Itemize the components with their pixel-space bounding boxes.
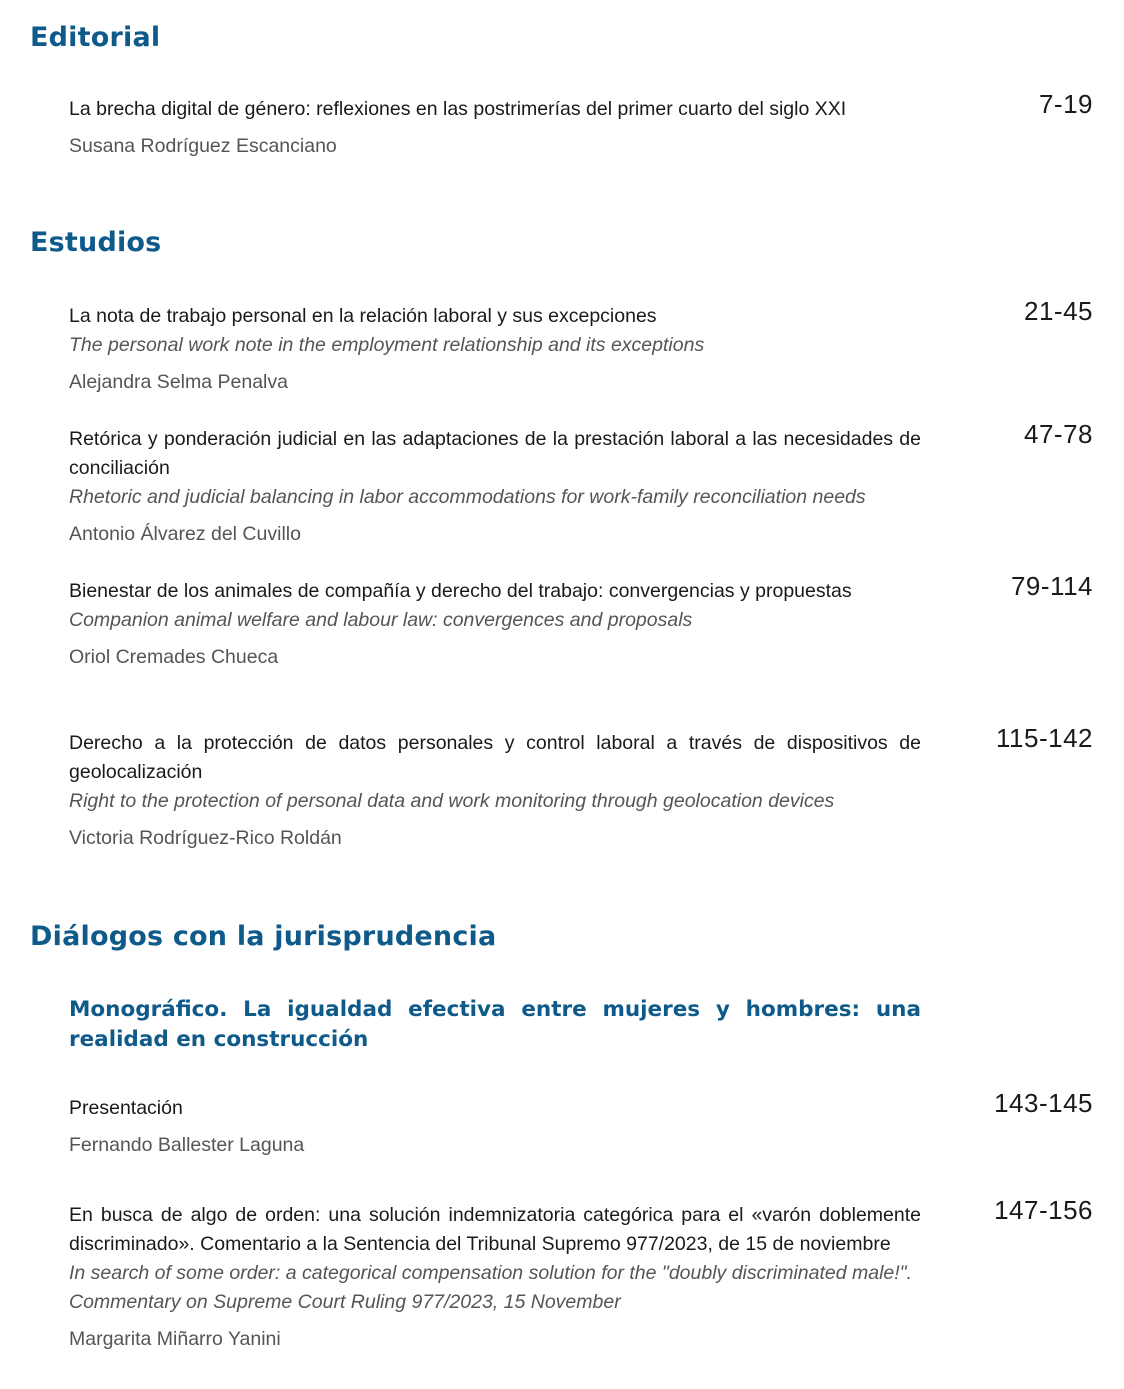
entry-pages: 21-45 xyxy=(1024,296,1093,326)
entry-author: Alejandra Selma Penalva xyxy=(69,371,288,393)
toc-entry[interactable] xyxy=(69,89,1093,161)
toc-entry[interactable] xyxy=(69,419,1093,549)
entry-pages: 79-114 xyxy=(1010,571,1093,601)
entry-author: Victoria Rodríguez-Rico Roldán xyxy=(69,827,342,849)
entry-author: Oriol Cremades Chueca xyxy=(69,646,279,668)
section-title-estudios: Estudios xyxy=(30,227,162,258)
entry-title: Presentación xyxy=(69,1097,183,1119)
toc-entry[interactable] xyxy=(69,296,1093,397)
section-title-editorial: Editorial xyxy=(30,22,161,53)
toc-entry[interactable] xyxy=(69,723,1093,853)
entry-subtitle: Rhetoric and judicial balancing in labor accommodations for work-family reconciliation needs xyxy=(69,486,866,508)
section-title-dialogos: Diálogos con la jurisprudencia xyxy=(30,921,497,952)
entry-title: La brecha digital de género: reflexiones en las postrimerías del primer cuarto del siglo XXI xyxy=(69,98,847,120)
entry-title: La nota de trabajo personal en la relación laboral y sus excepciones xyxy=(69,305,657,327)
monografico-heading: Monográfico. La igualdad efectiva entre mujeres y hombres: una realidad en construcción xyxy=(69,997,921,1052)
entry-title: Derecho a la protección de datos personales y control laboral a través de dispositivos de geolocalización xyxy=(69,732,921,783)
entry-pages: 115-142 xyxy=(996,723,1093,753)
toc-entry[interactable] xyxy=(69,571,1093,672)
entry-author: Susana Rodríguez Escanciano xyxy=(69,135,337,157)
entry-title: Retórica y ponderación judicial en las adaptaciones de la prestación laboral a las necesidades de conciliación xyxy=(69,428,921,479)
entry-title: Bienestar de los animales de compañía y derecho del trabajo: convergencias y propuestas xyxy=(69,580,852,602)
entry-author: Antonio Álvarez del Cuvillo xyxy=(69,523,301,545)
entry-subtitle: The personal work note in the employment relationship and its exceptions xyxy=(69,334,705,356)
entry-pages: 143-145 xyxy=(994,1088,1093,1118)
entry-author: Fernando Ballester Laguna xyxy=(69,1134,305,1156)
entry-title: En busca de algo de orden: una solución indemnizatoria categórica para el «varón doblemente discriminado». Comentario a la Sentencia del Tribunal Supremo 977/2023, de 15 de noviembre xyxy=(69,1204,921,1255)
entry-subtitle: Right to the protection of personal data and work monitoring through geolocation devices xyxy=(69,790,835,812)
entry-author: Margarita Miñarro Yanini xyxy=(69,1328,281,1350)
entry-subtitle: In search of some order: a categorical compensation solution for the "doubly discriminated male!". Commentary on Supreme Court Ruling 977/2023, 15 November xyxy=(69,1262,913,1313)
entry-subtitle: Companion animal welfare and labour law: convergences and proposals xyxy=(69,609,693,631)
toc-entry[interactable] xyxy=(69,1195,1093,1354)
entry-pages: 147-156 xyxy=(994,1195,1093,1225)
entry-pages: 47-78 xyxy=(1024,419,1093,449)
toc-entry[interactable] xyxy=(69,1088,1093,1160)
entry-pages: 7-19 xyxy=(1038,89,1093,119)
